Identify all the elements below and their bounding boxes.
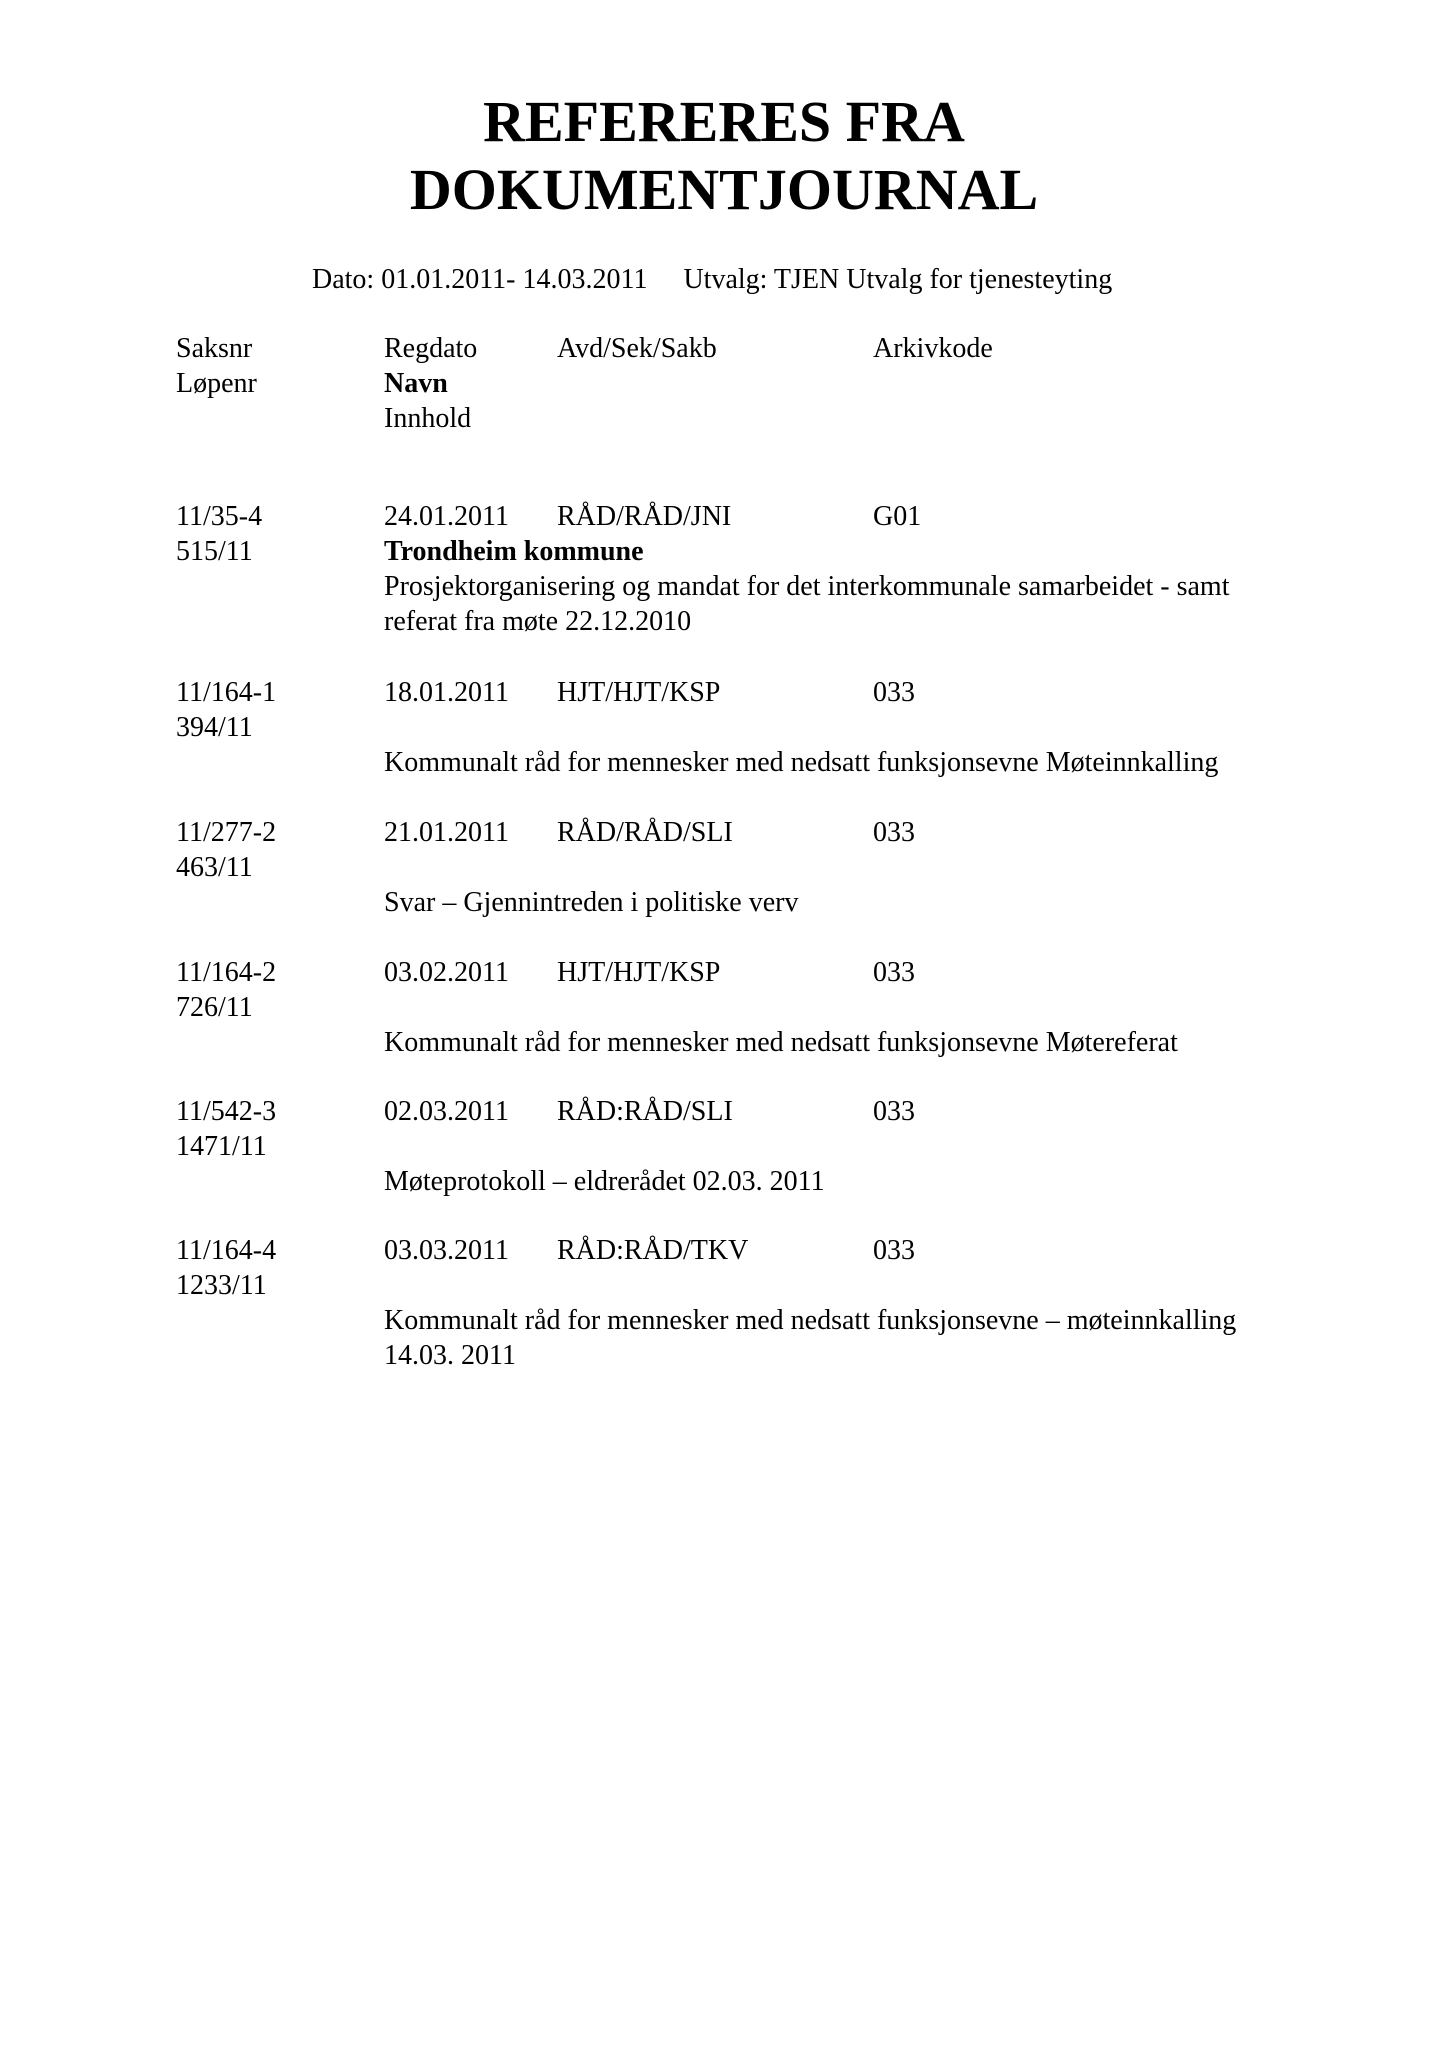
header-arkivkode: Arkivkode [873, 333, 993, 364]
saksnr: 11/542-3 [176, 1096, 277, 1127]
header-innhold: Innhold [384, 403, 472, 434]
regdato: 03.02.2011 [384, 957, 509, 988]
avd-sek-sakb: HJT/HJT/KSP [557, 677, 721, 708]
header-avd: Avd/Sek/Sakb [557, 333, 717, 364]
arkivkode: G01 [873, 501, 922, 532]
committee: Utvalg: TJEN Utvalg for tjenesteyting [683, 264, 1113, 295]
lopenr: 463/11 [176, 852, 253, 883]
saksnr: 11/164-1 [176, 677, 277, 708]
innhold-line-1: Svar – Gjennintreden i politiske verv [384, 887, 799, 918]
arkivkode: 033 [873, 1096, 915, 1127]
header-navn: Navn [384, 368, 448, 399]
arkivkode: 033 [873, 817, 915, 848]
header-lopenr: Løpenr [176, 368, 257, 399]
innhold-line-1: Kommunalt råd for mennesker med nedsatt funksjonsevne Møteinnkalling [384, 747, 1219, 778]
date-range: Dato: 01.01.2011- 14.03.2011 [312, 264, 648, 295]
lopenr: 726/11 [176, 992, 253, 1023]
avd-sek-sakb: RÅD:RÅD/TKV [557, 1235, 749, 1266]
saksnr: 11/164-2 [176, 957, 277, 988]
page-title [0, 88, 1448, 224]
page-title-line-2: DOKUMENTJOURNAL [409, 157, 1039, 222]
saksnr: 11/277-2 [176, 817, 277, 848]
regdato: 24.01.2011 [384, 501, 509, 532]
avd-sek-sakb: RÅD/RÅD/SLI [557, 817, 733, 848]
innhold-line-1: Prosjektorganisering og mandat for det interkommunale samarbeidet - samt [384, 571, 1230, 602]
header-regdato: Regdato [384, 333, 478, 364]
lopenr: 394/11 [176, 712, 253, 743]
lopenr: 1471/11 [176, 1131, 267, 1162]
lopenr: 515/11 [176, 536, 253, 567]
header-saksnr: Saksnr [176, 333, 253, 364]
regdato: 03.03.2011 [384, 1235, 509, 1266]
arkivkode: 033 [873, 957, 915, 988]
regdato: 21.01.2011 [384, 817, 509, 848]
innhold-line-2: 14.03. 2011 [384, 1340, 516, 1371]
saksnr: 11/35-4 [176, 501, 263, 532]
arkivkode: 033 [873, 1235, 915, 1266]
arkivkode: 033 [873, 677, 915, 708]
avd-sek-sakb: RÅD:RÅD/SLI [557, 1096, 733, 1127]
page-title-line-1: REFERERES FRA [483, 89, 965, 154]
innhold-line-2: referat fra møte 22.12.2010 [384, 606, 692, 637]
innhold-line-1: Kommunalt råd for mennesker med nedsatt funksjonsevne Møtereferat [384, 1027, 1178, 1058]
innhold-line-1: Kommunalt råd for mennesker med nedsatt funksjonsevne – møteinnkalling [384, 1305, 1237, 1336]
navn: Trondheim kommune [384, 536, 644, 567]
avd-sek-sakb: HJT/HJT/KSP [557, 957, 721, 988]
regdato: 18.01.2011 [384, 677, 509, 708]
date-and-committee [312, 262, 1112, 298]
innhold-line-1: Møteprotokoll – eldrerådet 02.03. 2011 [384, 1166, 825, 1197]
lopenr: 1233/11 [176, 1270, 267, 1301]
avd-sek-sakb: RÅD/RÅD/JNI [557, 501, 732, 532]
regdato: 02.03.2011 [384, 1096, 509, 1127]
saksnr: 11/164-4 [176, 1235, 277, 1266]
